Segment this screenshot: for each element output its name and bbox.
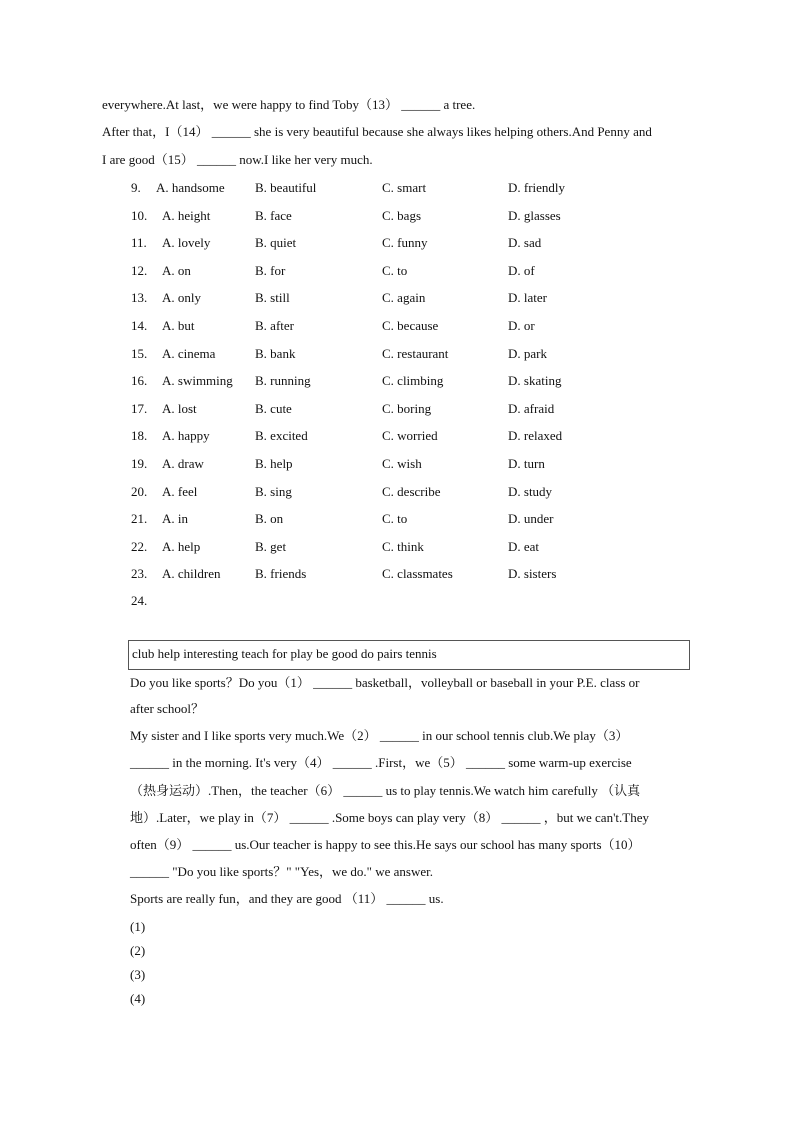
question-row xyxy=(0,401,794,417)
option-a: A. children xyxy=(162,566,221,582)
option-a: A. draw xyxy=(162,456,204,471)
option-b: B. face xyxy=(255,207,292,223)
question-row xyxy=(0,566,794,582)
option-b: B. cute xyxy=(255,400,292,416)
answer-label: (2) xyxy=(130,943,146,958)
question-number: 24. xyxy=(131,593,148,608)
option-c: C. climbing xyxy=(382,373,444,389)
option-c: C. to xyxy=(382,262,408,278)
question-row xyxy=(0,373,794,389)
passage-line: after school？ xyxy=(130,701,205,716)
option-b: B. still xyxy=(255,290,290,306)
option-a: A. lovely xyxy=(162,235,211,251)
option-a: A. height xyxy=(162,207,211,223)
question-number: 16. xyxy=(131,373,148,389)
option-c: C. restaurant xyxy=(382,345,449,361)
option-c: C. again xyxy=(382,290,426,306)
question-row xyxy=(0,539,794,555)
question-row xyxy=(0,456,794,472)
question-row xyxy=(0,484,794,500)
option-a: A. on xyxy=(162,262,191,278)
option-d: D. sad xyxy=(508,235,542,251)
option-c: C. to xyxy=(382,511,408,527)
option-d: D. skating xyxy=(508,373,562,389)
option-c: C. think xyxy=(382,538,424,554)
word-box-text: club help interesting teach for play be good do pairs tennis xyxy=(132,646,437,661)
question-row xyxy=(0,511,794,527)
option-b: B. friends xyxy=(255,566,307,582)
option-a: A. but xyxy=(162,318,195,333)
option-c: C. worried xyxy=(382,428,438,444)
question-number: 10. xyxy=(131,207,148,223)
option-a: A. swimming xyxy=(162,373,233,389)
option-b: B. running xyxy=(255,373,311,389)
question-number: 12. xyxy=(131,262,148,278)
passage-line: 地）.Later，we play in（7） ______ .Some boys can play very（8） ______ ，but we can't.They xyxy=(130,810,649,825)
option-a: A. happy xyxy=(162,428,210,444)
option-b: B. on xyxy=(255,511,284,527)
question-number: 18. xyxy=(131,428,148,444)
option-d: D. of xyxy=(508,262,535,278)
option-d: D. relaxed xyxy=(508,428,563,444)
option-a: A. help xyxy=(162,538,201,554)
question-row xyxy=(0,346,794,362)
answer-label: (1) xyxy=(130,919,146,934)
option-a: A. feel xyxy=(162,483,198,499)
word-box xyxy=(128,640,690,670)
passage-line: （热身运动）.Then，the teacher（6） ______ us to play tennis.We watch him carefully （认真 xyxy=(130,783,641,798)
question-number: 14. xyxy=(131,318,148,333)
option-d: D. friendly xyxy=(508,180,566,195)
option-a: A. in xyxy=(162,511,188,527)
option-d: D. eat xyxy=(508,538,540,554)
passage-line: everywhere.At last，we were happy to find Toby（13） ______ a tree. xyxy=(102,97,476,112)
option-b: B. quiet xyxy=(255,235,297,251)
option-b: B. bank xyxy=(255,345,296,361)
option-c: C. wish xyxy=(382,456,422,471)
question-number: 11. xyxy=(131,235,147,251)
passage-line: Sports are really fun，and they are good （11） ______ us. xyxy=(130,891,444,906)
option-b: B. get xyxy=(255,538,287,554)
option-d: D. park xyxy=(508,345,547,361)
question-number: 20. xyxy=(131,483,148,499)
question-number: 19. xyxy=(131,456,148,471)
passage-line: I are good（15） ______ now.I like her very much. xyxy=(102,152,373,167)
answer-label: (4) xyxy=(130,991,146,1006)
answer-label: (3) xyxy=(130,967,146,982)
option-b: B. sing xyxy=(255,483,292,499)
question-number: 9. xyxy=(131,180,141,195)
passage-line: often（9） ______ us.Our teacher is happy to see this.He says our school has many sports（10） xyxy=(130,837,641,852)
option-b: B. after xyxy=(255,318,294,333)
option-a: A. handsome xyxy=(156,180,225,195)
option-c: C. funny xyxy=(382,235,428,251)
passage-line: Do you like sports？Do you（1） ______ basketball，volleyball or baseball in your P.E. class or xyxy=(130,675,640,690)
option-d: D. afraid xyxy=(508,400,555,416)
question-row xyxy=(0,235,794,251)
question-row xyxy=(0,318,794,334)
question-row xyxy=(0,208,794,224)
option-d: D. study xyxy=(508,483,553,499)
option-b: B. beautiful xyxy=(255,180,317,195)
option-d: D. sisters xyxy=(508,566,557,582)
option-c: C. boring xyxy=(382,400,432,416)
option-d: D. later xyxy=(508,290,547,306)
option-a: A. only xyxy=(162,290,201,306)
question-row xyxy=(0,180,794,196)
question-number: 23. xyxy=(131,566,148,582)
question-number: 22. xyxy=(131,538,148,554)
option-c: C. describe xyxy=(382,483,441,499)
option-d: D. glasses xyxy=(508,207,561,223)
option-d: D. or xyxy=(508,318,535,333)
question-row xyxy=(0,290,794,306)
option-c: C. smart xyxy=(382,180,427,195)
passage-line: ______ "Do you like sports？" "Yes，we do." we answer. xyxy=(130,864,433,879)
passage-line: ______ in the morning. It's very（4） ______ .First，we（5） ______ some warm-up exercise xyxy=(130,755,632,770)
option-a: A. lost xyxy=(162,400,197,416)
question-number: 13. xyxy=(131,290,148,306)
passage-line: My sister and I like sports very much.We（2） ______ in our school tennis club.We play（3） xyxy=(130,728,629,743)
option-d: D. under xyxy=(508,511,554,527)
option-c: C. bags xyxy=(382,207,421,223)
option-d: D. turn xyxy=(508,456,545,471)
option-b: B. help xyxy=(255,456,293,471)
option-b: B. excited xyxy=(255,428,308,444)
question-number: 15. xyxy=(131,345,148,361)
question-number: 21. xyxy=(131,511,148,527)
option-a: A. cinema xyxy=(162,345,216,361)
question-row xyxy=(0,428,794,444)
option-c: C. because xyxy=(382,318,439,333)
passage-line: After that，I（14） ______ she is very beautiful because she always likes helping others.And Penny and xyxy=(102,124,652,139)
question-number: 17. xyxy=(131,400,148,416)
option-c: C. classmates xyxy=(382,566,453,582)
option-b: B. for xyxy=(255,262,286,278)
question-row xyxy=(0,263,794,279)
